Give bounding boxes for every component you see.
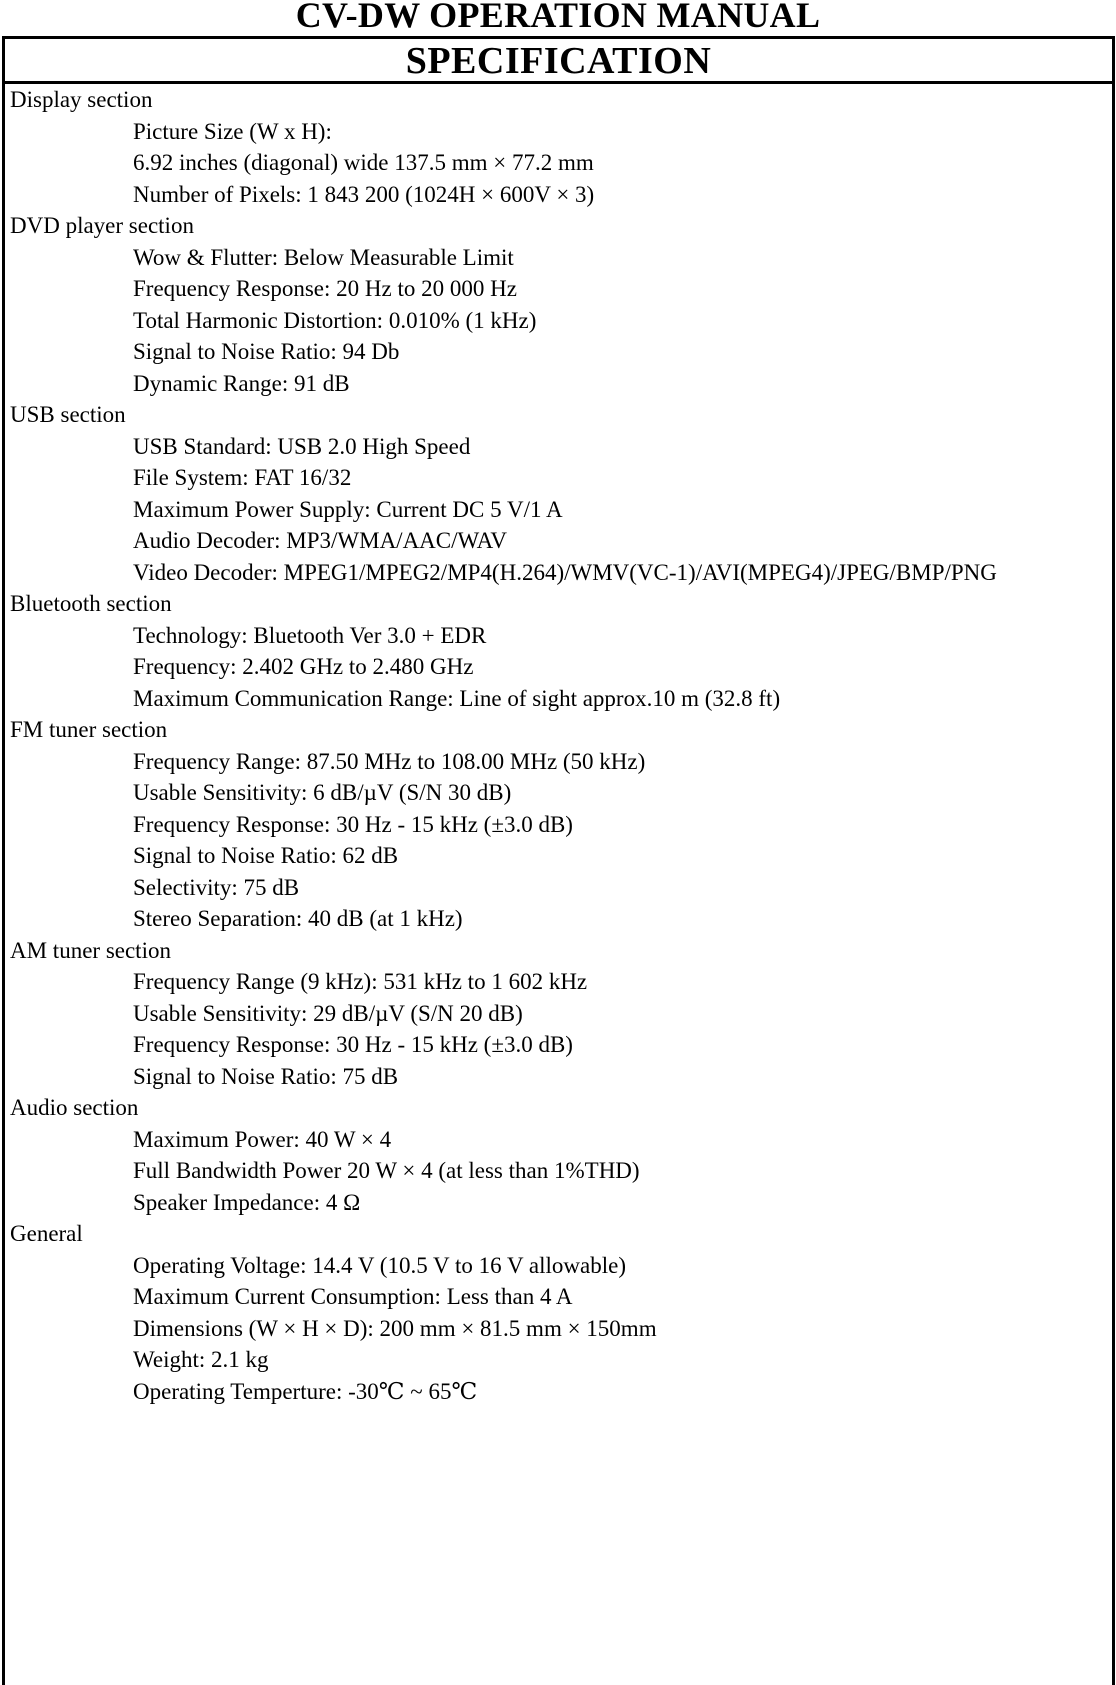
spec-item: Frequency Range: 87.50 MHz to 108.00 MHz (50 kHz) [133,748,646,774]
spec-item: File System: FAT 16/32 [133,465,352,490]
section-heading: DVD player section [10,213,194,238]
specification-header: SPECIFICATION [5,39,1112,84]
spec-item: Maximum Communication Range: Line of sight approx.10 m (32.8 ft) [133,685,781,711]
spec-item: Video Decoder: MPEG1/MPEG2/MP4(H.264)/WMV(VC-1)/AVI(MPEG4)/JPEG/BMP/PNG [133,559,997,585]
spec-item: Wow & Flutter: Below Measurable Limit [133,244,514,270]
spec-item: Maximum Current Consumption: Less than 4 A [133,1284,573,1309]
spec-item: Picture Size (W x H): [133,118,332,144]
section-heading: USB section [10,402,126,427]
spec-item: Maximum Power Supply: Current DC 5 V/1 A [133,496,563,522]
spec-item: Number of Pixels: 1 843 200 (1024H × 600V × 3) [133,181,595,207]
spec-section [5,588,1112,714]
spec-item: Operating Voltage: 14.4 V (10.5 V to 16 V allowable) [133,1252,626,1278]
spec-item: Frequency Response: 30 Hz - 15 kHz (±3.0 dB) [133,811,573,837]
spec-item: Usable Sensitivity: 6 dB/µV (S/N 30 dB) [133,780,512,805]
document-title: CV-DW OPERATION MANUAL [295,0,821,35]
spec-item: Audio Decoder: MP3/WMA/AAC/WAV [133,528,507,553]
section-heading: Bluetooth section [10,591,172,616]
section-heading: Audio section [10,1095,139,1120]
spec-item: Signal to Noise Ratio: 94 Db [133,339,400,364]
spec-item: Technology: Bluetooth Ver 3.0 + EDR [133,622,487,648]
section-heading: Display section [10,87,153,112]
section-heading: FM tuner section [10,717,168,742]
spec-section [5,1092,1112,1218]
spec-item: Dynamic Range: 91 dB [133,370,350,396]
spec-section [5,714,1112,935]
spec-item: Dimensions (W × H × D): 200 mm × 81.5 mm × 150mm [133,1315,657,1341]
spec-item: Signal to Noise Ratio: 62 dB [133,843,399,868]
spec-item: Selectivity: 75 dB [133,874,300,900]
spec-item: 6.92 inches (diagonal) wide 137.5 mm × 77.2 mm [133,150,594,175]
spec-item: Frequency: 2.402 GHz to 2.480 GHz [133,654,474,679]
spec-item: Frequency Response: 30 Hz - 15 kHz (±3.0 dB) [133,1032,573,1057]
spec-section [5,399,1112,588]
spec-item: Frequency Range (9 kHz): 531 kHz to 1 602 kHz [133,969,588,994]
spec-item: USB Standard: USB 2.0 High Speed [133,433,471,459]
spec-item: Frequency Response: 20 Hz to 20 000 Hz [133,276,517,301]
section-heading: AM tuner section [10,937,171,963]
spec-item: Total Harmonic Distortion: 0.010% (1 kHz) [133,307,537,333]
spec-item: Stereo Separation: 40 dB (at 1 kHz) [133,906,463,931]
spec-item: Weight: 2.1 kg [133,1347,269,1372]
spec-item: Usable Sensitivity: 29 dB/µV (S/N 20 dB) [133,1000,523,1026]
spec-item: Full Bandwidth Power 20 W × 4 (at less than 1%THD) [133,1158,640,1183]
spec-item: Speaker Impedance: 4 Ω [133,1189,361,1215]
spec-item: Operating Temperture: -30℃ ~ 65℃ [133,1378,478,1404]
spec-section [5,84,1112,210]
specification-table [2,36,1115,1685]
section-heading: General [10,1221,83,1246]
spec-item: Signal to Noise Ratio: 75 dB [133,1063,399,1089]
spec-item: Maximum Power: 40 W × 4 [133,1126,392,1152]
specification-body [5,84,1112,1407]
spec-section [5,1218,1112,1407]
spec-section [5,210,1112,399]
spec-section [5,935,1112,1093]
